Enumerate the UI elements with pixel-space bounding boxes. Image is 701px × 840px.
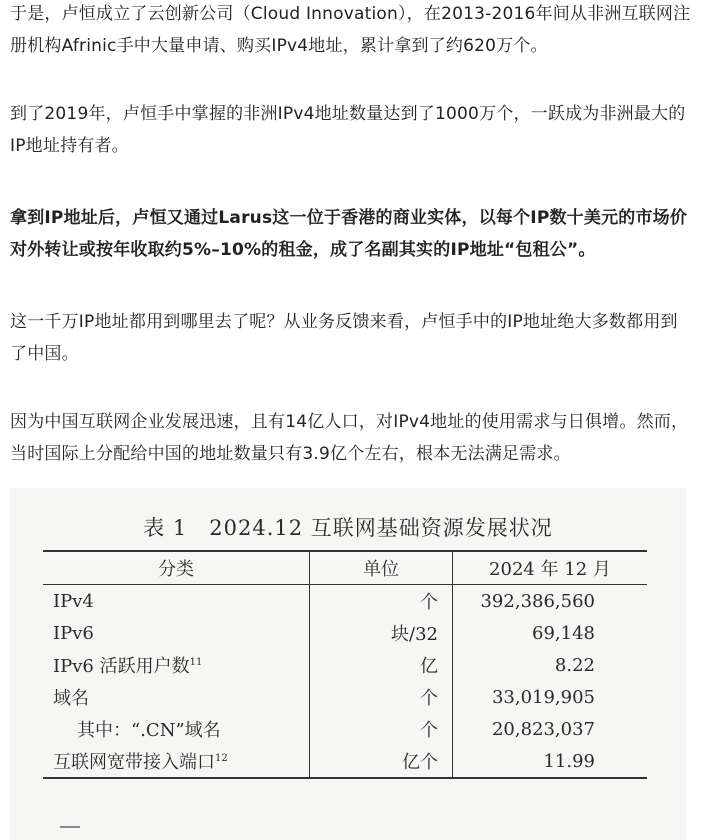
- row-unit: 个: [310, 713, 453, 745]
- paragraph-1: 于是，卢恒成立了云创新公司（Cloud Innovation），在2013-2016年间从非洲互联网注册机构Afrinic手中大量申请、购买IPv4地址，累计拿到了约620万个。: [10, 4, 691, 56]
- resource-table: [43, 550, 647, 779]
- paragraph-5: 因为中国互联网企业发展迅速，且有14亿人口，对IPv4地址的使用需求与日俱增。然而，当时国际上分配给中国的地址数量只有3.9亿个左右，根本无法满足需求。: [10, 412, 689, 464]
- row-value: 8.22: [554, 654, 595, 676]
- table-row: [43, 617, 647, 649]
- paragraph-2: 到了2019年，卢恒手中掌握的非洲IPv4地址数量达到了1000万个，一跃成为非洲最大的IP地址持有者。: [10, 104, 686, 156]
- row-unit: 块/32: [310, 617, 453, 649]
- table-row: [43, 649, 647, 681]
- row-category: IPv6: [43, 617, 310, 649]
- row-category: 域名: [43, 681, 310, 713]
- footnote-marker: 12: [215, 753, 228, 764]
- paragraph-3-bold: 拿到IP地址后，卢恒又通过Larus这一位于香港的商业实体，以每个IP数十美元的市场价对外转让或按年收取约5%–10%的租金，成了名副其实的IP地址“包租公”。: [10, 208, 688, 260]
- footnote-marker: 11: [189, 657, 203, 668]
- header-category: 分类: [43, 551, 310, 585]
- table-row: [43, 585, 647, 618]
- row-category: IPv4: [43, 585, 310, 618]
- row-value: 33,019,905: [491, 686, 595, 708]
- row-value: 20,823,037: [491, 718, 595, 740]
- row-unit: 亿个: [310, 745, 453, 778]
- paragraph-4: 这一千万IP地址都用到哪里去了呢？从业务反馈来看，卢恒手中的IP地址绝大多数都用到了中国。: [10, 312, 678, 364]
- row-unit: 亿: [310, 649, 453, 681]
- row-value: 392,386,560: [480, 590, 595, 612]
- header-unit: 单位: [310, 551, 453, 585]
- row-value: 11.99: [453, 745, 648, 778]
- table-row: [43, 745, 647, 778]
- header-date: 2024 年 12 月: [453, 551, 648, 585]
- table-image[interactable]: [10, 488, 686, 840]
- table-row: [43, 681, 647, 713]
- row-value: 69,148: [532, 622, 595, 644]
- row-category: IPv6 活跃用户数$^{11}$: [43, 649, 310, 681]
- row-category: 互联网宽带接入端口$^{12}$: [43, 745, 310, 778]
- table-row: [43, 713, 647, 745]
- row-unit: 个: [310, 681, 453, 713]
- table-header-row: [43, 551, 647, 585]
- table-title: 表 1 2024.12 互联网基础资源发展状况: [143, 516, 553, 540]
- row-unit: 个: [310, 585, 453, 618]
- cropped-footnote-line: [60, 826, 80, 828]
- row-category: 其中：“.CN”域名: [43, 713, 310, 745]
